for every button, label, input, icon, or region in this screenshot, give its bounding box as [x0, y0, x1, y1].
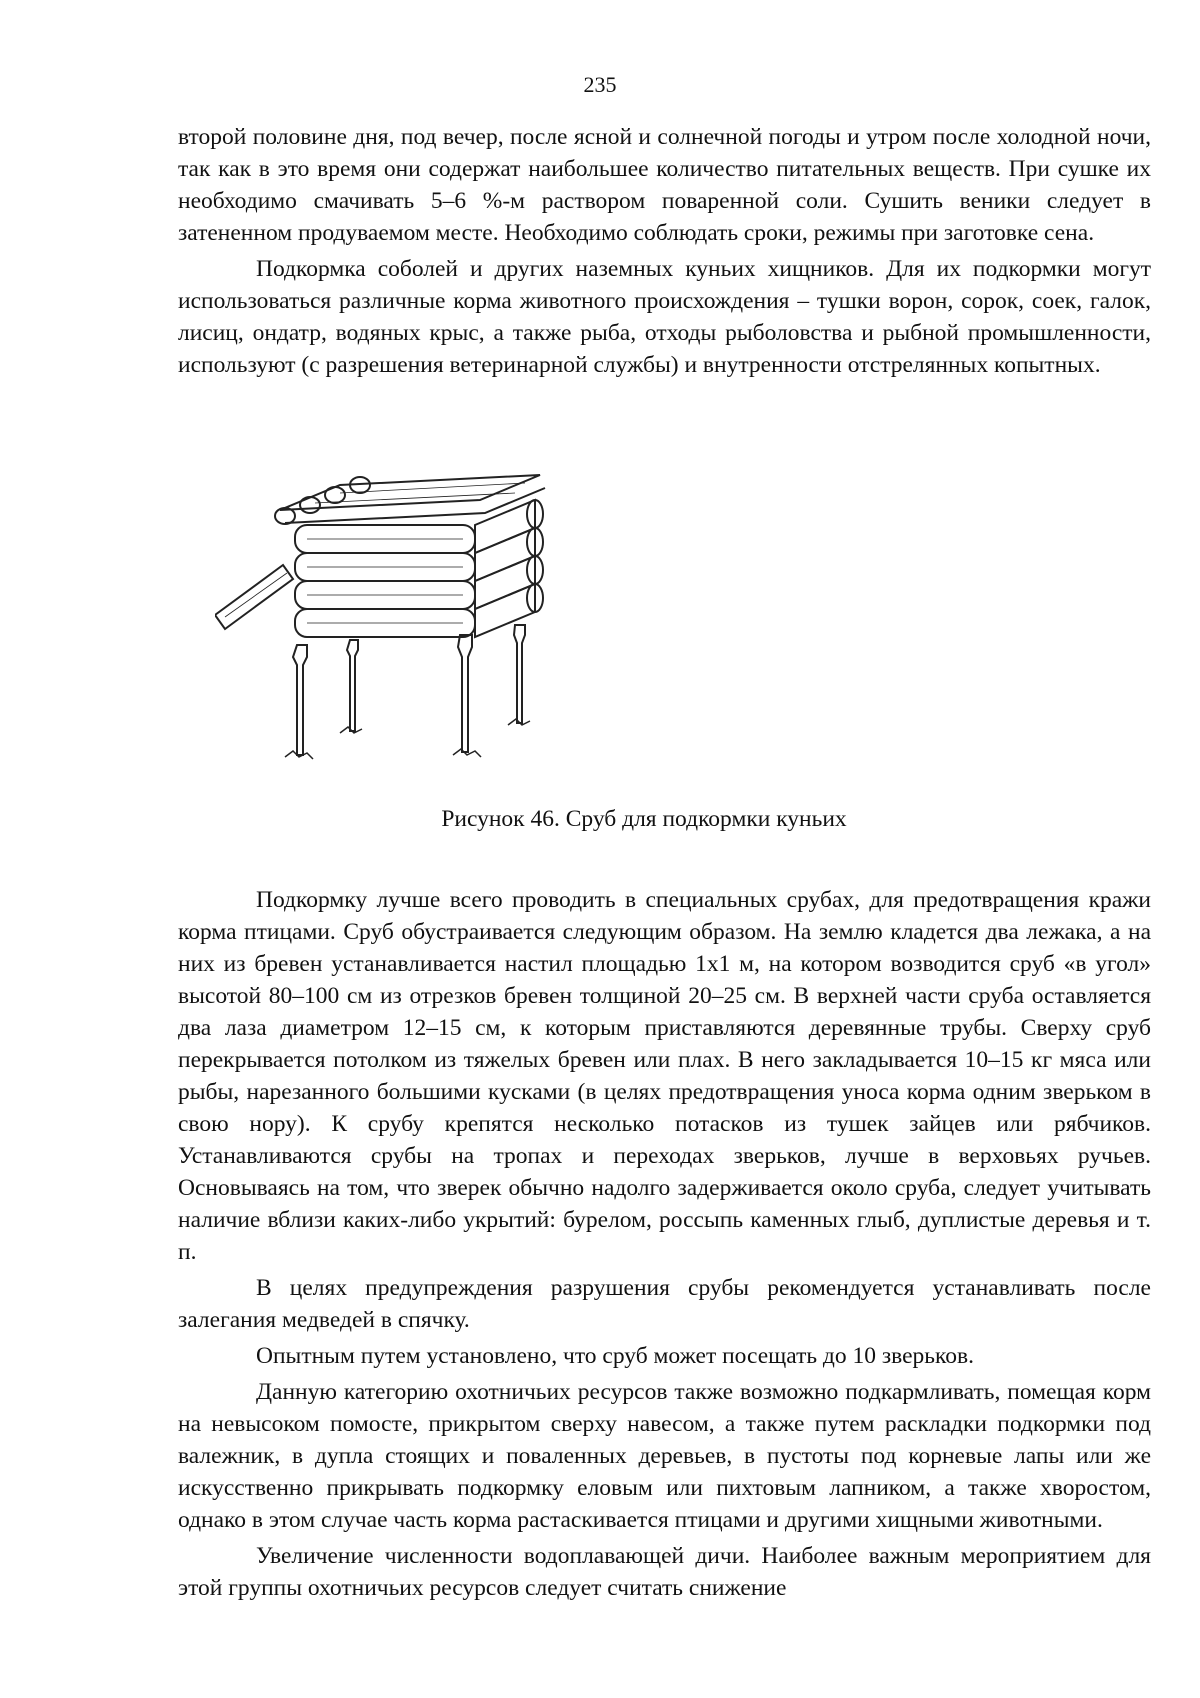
feeder-leg	[347, 640, 358, 731]
page-number: 235	[583, 72, 617, 97]
feeder-log-wall	[295, 525, 475, 637]
log-cabin-feeder-illustration	[215, 465, 615, 805]
paragraph-bears: В целях предупреждения разрушения срубы рекомендуется устанавливать после залегания медведей в спячку.	[178, 1275, 1151, 1333]
feeder-leg	[514, 625, 525, 723]
feeder-leg	[458, 635, 472, 752]
paragraph-srub: Подкормку лучше всего проводить в специальных срубах, для предотвращения кражи корма птицами. Сруб обустраивается следующим образом. На землю кладется два лежака, а на них из бревен устанавливается настил площадью 1х1 м, на котором возводится сруб «в угол» высотой 80–100 см из отрезков бревен толщиной 20–25 см. В верхней части сруба оставляется два лаза диаметром 12–15 см, к которым приставляются деревянные трубы. Сверху сруб перекрывается потолком из тяжелых бревен или плах. В него закладывается 10–15 кг мяса или рыбы, нарезанного большими кусками (в целях предотвращения уноса корма одним зверьком в свою нору). К срубу крепятся несколько потасков из тушек зайцев или рябчиков. Устанавливаются срубы на тропах и переходах зверьков, лучше в верховьях ручьев. Основываясь на том, что зверек обычно надолго задерживается около сруба, следует учитывать наличие вблизи каких-либо укрытий: бурелом, россыпь каменных глыб, дуплистые деревья и т. п.	[178, 887, 1151, 1265]
paragraph-visits: Опытным путем установлено, что сруб может посещать до 10 зверьков.	[256, 1343, 974, 1369]
feeder-roof	[275, 475, 545, 524]
text-block-top	[178, 121, 1151, 385]
paragraph-category: Данную категорию охотничьих ресурсов также возможно подкармливать, помещая корм на невысоком помосте, прикрытом сверху навесом, а также путем раскладки подкормки под валежник, в дупла стоящих и поваленных деревьев, в пустоты под корневые лапы или же искусственно прикрывать подкормку еловым или пихтовым лапником, а также хворостом, однако в этом случае часть корма растаскивается птицами и другими хищными животными.	[178, 1379, 1151, 1533]
paragraph-waterfowl: Увеличение численности водоплавающей дичи. Наиболее важным мероприятием для этой группы охотничьих ресурсов следует считать снижение	[178, 1543, 1151, 1601]
paragraph-continuation: второй половине дня, под вечер, после ясной и солнечной погоды и утром после холодной ночи, так как в это время они содержат наибольшее количество питательных веществ. При сушке их необходимо смачивать 5–6 %-м раствором поваренной соли. Сушить веники следует в затененном продуваемом месте. Необходимо соблюдать сроки, режимы при заготовке сена.	[178, 124, 1151, 246]
feeder-leg	[293, 645, 307, 755]
feeder-side-wall	[475, 500, 543, 637]
figure-caption: Рисунок 46. Сруб для подкормки куньих	[441, 806, 847, 832]
feeder-entrance-pipe	[215, 565, 293, 629]
text-block-bottom	[178, 884, 1151, 1608]
paragraph-feeding: Подкормка соболей и других наземных куньих хищников. Для их подкормки могут использоваться различные корма животного происхождения – тушки ворон, сорок, соек, галок, лисиц, ондатр, водяных крыс, а также рыба, отходы рыболовства и рыбной промышленности, используют (с разрешения ветеринарной службы) и внутренности отстрелянных копытных.	[178, 256, 1151, 378]
